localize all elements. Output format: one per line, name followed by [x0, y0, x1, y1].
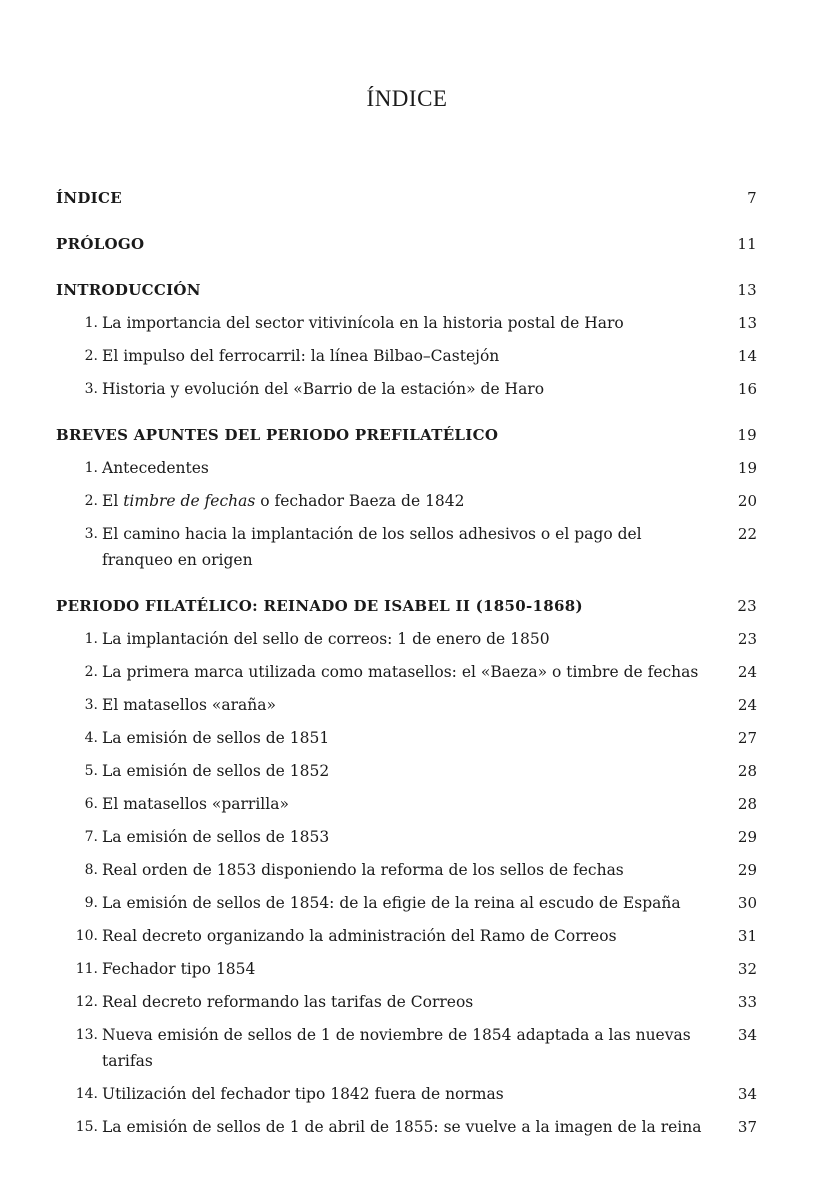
entry-page-number: 16	[737, 380, 757, 398]
toc-entry[interactable]	[56, 820, 757, 853]
entry-title: Real decreto reformando las tarifas de Correos	[102, 993, 474, 1011]
toc-entry[interactable]	[56, 754, 757, 787]
toc-section	[56, 419, 757, 576]
entry-number: 1.	[84, 460, 98, 476]
entry-title: La emisión de sellos de 1852	[102, 762, 330, 780]
toc-entry[interactable]	[56, 1110, 757, 1143]
entry-number: 12.	[75, 994, 98, 1010]
toc-entry-list	[56, 622, 757, 1143]
entry-title: Real orden de 1853 disponiendo la reforma de los sellos de fechas	[102, 861, 624, 879]
section-page-number: 7	[747, 189, 757, 207]
entry-number: 7.	[84, 829, 98, 845]
entry-page-number: 37	[737, 1118, 757, 1136]
entry-page-number: 32	[737, 960, 757, 978]
toc-section	[56, 274, 757, 405]
entry-number: 11.	[75, 961, 98, 977]
toc-section-heading[interactable]	[56, 419, 757, 451]
entry-title: Historia y evolución del «Barrio de la estación» de Haro	[102, 380, 545, 398]
entry-title: Utilización del fechador tipo 1842 fuera de normas	[102, 1085, 504, 1103]
table-of-contents	[56, 182, 757, 1143]
section-title: BREVES APUNTES DEL PERIODO PREFILATÉLICO	[56, 426, 499, 444]
entry-title: La primera marca utilizada como matasellos: el «Baeza» o timbre de fechas	[102, 663, 699, 681]
entry-page-number: 33	[737, 993, 757, 1011]
entry-number: 2.	[84, 664, 98, 680]
entry-page-number: 34	[737, 1085, 757, 1103]
entry-number: 2.	[84, 493, 98, 509]
toc-section-heading[interactable]	[56, 182, 757, 214]
section-title: PRÓLOGO	[56, 235, 145, 253]
entry-title: La emisión de sellos de 1853	[102, 828, 330, 846]
toc-entry[interactable]	[56, 517, 757, 576]
toc-entry[interactable]	[56, 787, 757, 820]
entry-page-number: 29	[737, 828, 757, 846]
entry-number: 15.	[75, 1119, 98, 1135]
section-title: INTRODUCCIÓN	[56, 281, 201, 299]
entry-title: La emisión de sellos de 1854: de la efigie de la reina al escudo de España	[102, 894, 681, 912]
toc-entry[interactable]	[56, 372, 757, 405]
entry-title-suffix: o fechador Baeza de 1842	[255, 492, 465, 510]
toc-entry[interactable]	[56, 451, 757, 484]
toc-section-heading[interactable]	[56, 590, 757, 622]
toc-entry-list	[56, 306, 757, 405]
toc-entry[interactable]	[56, 919, 757, 952]
section-title: PERIODO FILATÉLICO: REINADO DE ISABEL II (1850-1868)	[56, 597, 583, 615]
toc-section	[56, 590, 757, 1143]
entry-number: 10.	[75, 928, 98, 944]
entry-page-number: 27	[737, 729, 757, 747]
entry-number: 2.	[84, 348, 98, 364]
entry-number: 1.	[84, 315, 98, 331]
entry-title: El camino hacia la implantación de los sellos adhesivos o el pago del franqueo en origen	[102, 525, 642, 569]
entry-page-number: 31	[737, 927, 757, 945]
entry-title: El matasellos «parrilla»	[102, 795, 289, 813]
section-page-number: 13	[737, 281, 757, 299]
entry-page-number: 24	[737, 663, 757, 681]
toc-entry[interactable]	[56, 622, 757, 655]
entry-title: La emisión de sellos de 1851	[102, 729, 330, 747]
toc-entry[interactable]	[56, 484, 757, 517]
entry-number: 9.	[84, 895, 98, 911]
toc-entry[interactable]	[56, 1018, 757, 1077]
toc-entry[interactable]	[56, 985, 757, 1018]
entry-title-prefix: El	[102, 492, 124, 510]
entry-number: 14.	[75, 1086, 98, 1102]
entry-page-number: 24	[737, 696, 757, 714]
section-page-number: 23	[737, 597, 757, 615]
entry-title: La emisión de sellos de 1 de abril de 1855: se vuelve a la imagen de la reina	[102, 1118, 702, 1136]
toc-entry[interactable]	[56, 306, 757, 339]
toc-section-heading[interactable]	[56, 228, 757, 260]
entry-number: 4.	[84, 730, 98, 746]
entry-title: Fechador tipo 1854	[102, 960, 256, 978]
entry-title: La importancia del sector vitivinícola en la historia postal de Haro	[102, 314, 624, 332]
section-page-number: 11	[737, 235, 757, 253]
entry-title: El matasellos «araña»	[102, 696, 276, 714]
toc-entry[interactable]	[56, 1077, 757, 1110]
entry-number: 1.	[84, 631, 98, 647]
toc-entry[interactable]	[56, 655, 757, 688]
toc-entry[interactable]	[56, 886, 757, 919]
entry-page-number: 13	[737, 314, 757, 332]
entry-number: 3.	[84, 697, 98, 713]
entry-number: 5.	[84, 763, 98, 779]
section-title: ÍNDICE	[56, 189, 122, 207]
entry-page-number: 19	[737, 459, 757, 477]
entry-number: 8.	[84, 862, 98, 878]
entry-title: Real decreto organizando la administración del Ramo de Correos	[102, 927, 617, 945]
entry-page-number: 20	[737, 492, 757, 510]
entry-title-italic: timbre de fechas	[123, 492, 256, 510]
entry-title: La implantación del sello de correos: 1 de enero de 1850	[102, 630, 550, 648]
toc-section	[56, 228, 757, 260]
entry-page-number: 23	[737, 630, 757, 648]
entry-page-number: 30	[737, 894, 757, 912]
entry-page-number: 29	[737, 861, 757, 879]
entry-page-number: 22	[737, 525, 757, 543]
entry-number: 6.	[84, 796, 98, 812]
toc-entry[interactable]	[56, 853, 757, 886]
toc-section-heading[interactable]	[56, 274, 757, 306]
section-page-number: 19	[737, 426, 757, 444]
entry-title: Antecedentes	[102, 459, 209, 477]
toc-entry-list	[56, 451, 757, 576]
toc-entry[interactable]	[56, 952, 757, 985]
toc-entry[interactable]	[56, 688, 757, 721]
entry-title	[100, 488, 729, 514]
entry-number: 3.	[84, 526, 98, 542]
entry-page-number: 34	[737, 1026, 757, 1044]
entry-title: El impulso del ferrocarril: la línea Bilbao–Castejón	[102, 347, 500, 365]
entry-title: Nueva emisión de sellos de 1 de noviembre de 1854 adaptada a las nuevas tarifas	[102, 1026, 691, 1070]
toc-section	[56, 182, 757, 214]
entry-page-number: 14	[737, 347, 757, 365]
toc-entry[interactable]	[56, 721, 757, 754]
entry-number: 13.	[75, 1027, 98, 1043]
entry-number: 3.	[84, 381, 98, 397]
page-title: ÍNDICE	[366, 86, 448, 111]
entry-page-number: 28	[737, 762, 757, 780]
entry-page-number: 28	[737, 795, 757, 813]
toc-entry[interactable]	[56, 339, 757, 372]
